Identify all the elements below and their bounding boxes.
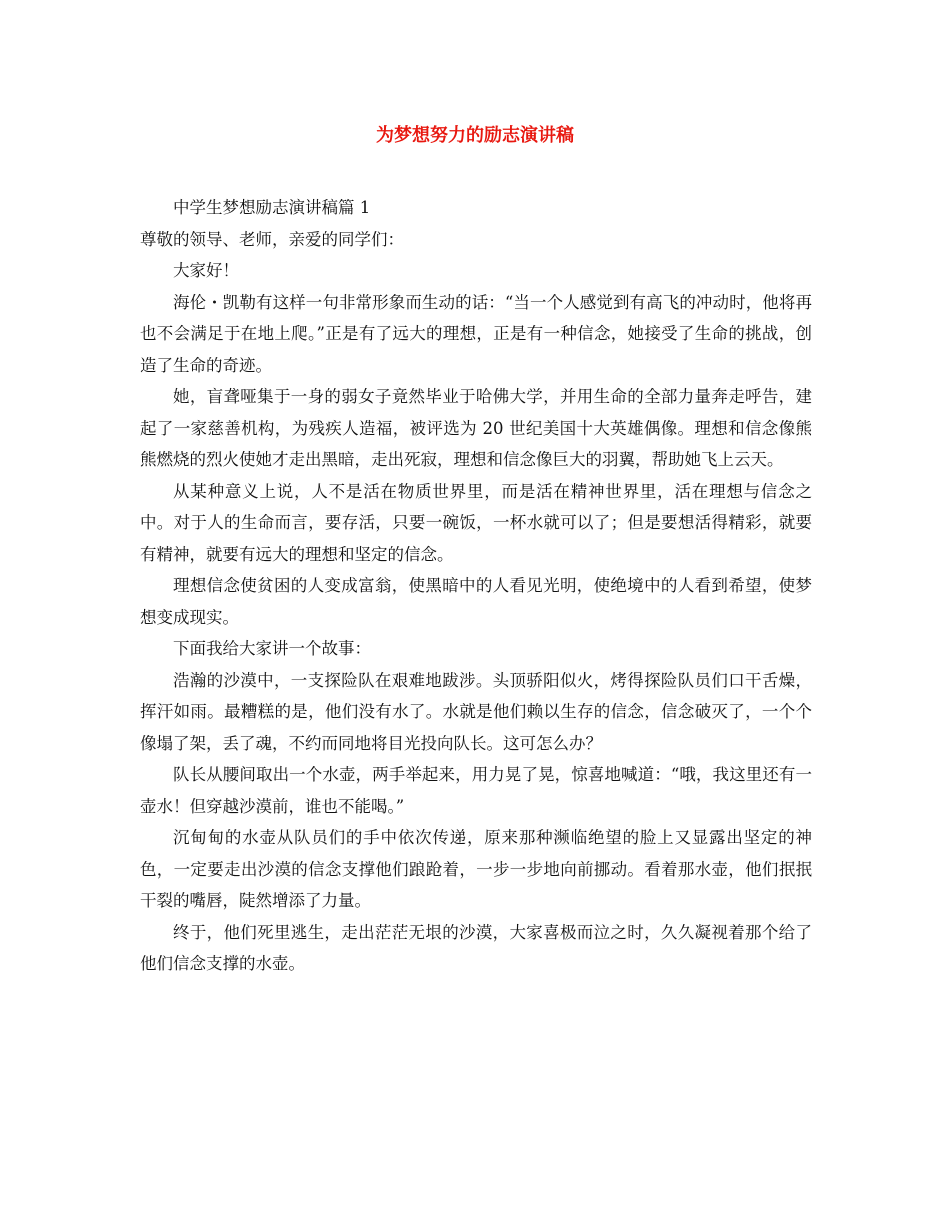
- section-heading: 中学生梦想励志演讲稿篇 1: [173, 198, 371, 217]
- paragraph: 终于，他们死里逃生，走出茫茫无垠的沙漠，大家喜极而泣之时，久久凝视着那个给了他们信念支撑的水壶。: [140, 922, 812, 973]
- paragraph: 海伦・凯勒有这样一句非常形象而生动的话：“当一个人感觉到有高飞的冲动时，他将再也不会满足于在地上爬。”正是有了远大的理想，正是有一种信念，她接受了生命的挑战，创造了生命的奇迹。: [140, 292, 812, 375]
- document-title: 为梦想努力的励志演讲稿: [376, 125, 574, 146]
- salutation: 尊敬的领导、老师，亲爱的同学们：: [140, 229, 404, 249]
- paragraph: 浩瀚的沙漠中，一支探险队在艰难地跋涉。头顶骄阳似火，烤得探险队员们口干舌燥，挥汗如雨。最糟糕的是，他们没有水了。水就是他们赖以生存的信念，信念破灭了，一个个像塌了架，丢了魂，不约而同地将目光投向队长。这可怎么办？: [140, 670, 812, 753]
- paragraph: 她，盲聋哑集于一身的弱女子竟然毕业于哈佛大学，并用生命的全部力量奔走呼告，建起了一家慈善机构，为残疾人造福，被评选为 20 世纪美国十大英雄偶像。理想和信念像熊熊燃烧的烈火使她才走出黑暗，走出死寂，理想和信念像巨大的羽翼，帮助她飞上云天。: [140, 387, 812, 469]
- paragraph: 队长从腰间取出一个水壶，两手举起来，用力晃了晃，惊喜地喊道：“哦，我这里还有一壶水！但穿越沙漠前，谁也不能喝。”: [140, 765, 812, 816]
- paragraph: 沉甸甸的水壶从队员们的手中依次传递，原来那种濒临绝望的脸上又显露出坚定的神色，一定要走出沙漠的信念支撑他们踉跄着，一步一步地向前挪动。看着那水壶，他们抿抿干裂的嘴唇，陡然增添了力量。: [140, 828, 812, 910]
- paragraph: 下面我给大家讲一个故事：: [173, 639, 371, 658]
- paragraph: 从某种意义上说，人不是活在物质世界里，而是活在精神世界里，活在理想与信念之中。对于人的生命而言，要存活，只要一碗饭，一杯水就可以了；但是要想活得精彩，就要有精神，就要有远大的理想和坚定的信念。: [140, 481, 812, 564]
- paragraph: 理想信念使贫困的人变成富翁，使黑暗中的人看见光明，使绝境中的人看到希望，使梦想变成现实。: [140, 576, 812, 627]
- document-body: [140, 192, 812, 980]
- greeting: 大家好！: [173, 261, 239, 280]
